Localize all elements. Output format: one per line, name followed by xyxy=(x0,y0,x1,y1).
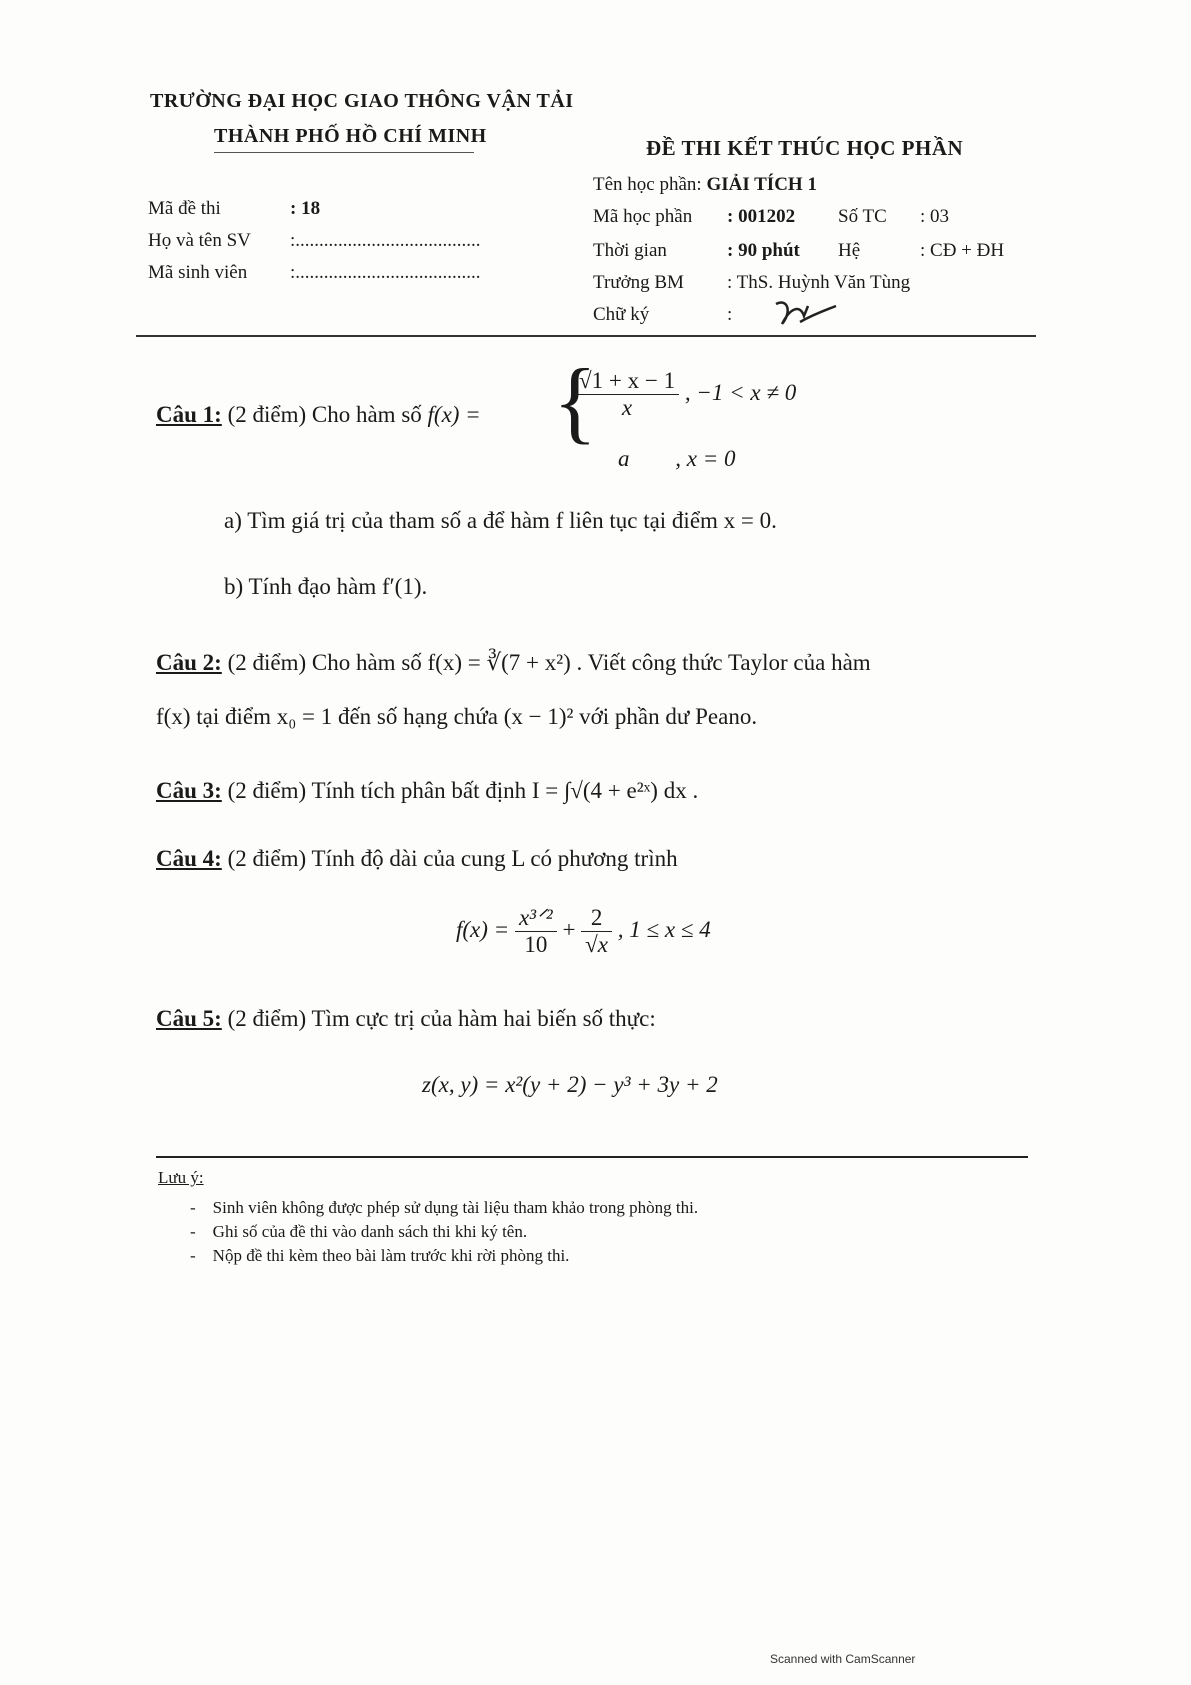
q2-text1: Cho hàm số f(x) = ∛(7 + x²) . Viết công thức Taylor của hàm xyxy=(311,650,871,675)
q1-fx: f(x) = xyxy=(427,402,481,427)
q2-label: Câu 2: xyxy=(156,650,222,675)
head-value: : ThS. Huỳnh Văn Tùng xyxy=(727,272,911,293)
header-divider xyxy=(136,335,1036,337)
time-label: Thời gian xyxy=(593,240,667,261)
q2-points: (2 điểm) xyxy=(227,650,307,675)
system-label: Hệ xyxy=(838,240,861,261)
course-code-value: : 001202 xyxy=(727,206,796,227)
q1-denominator: x xyxy=(621,395,633,420)
notes-title: Lưu ý: xyxy=(158,1168,204,1187)
q5-text: Tìm cực trị của hàm hai biến số thực: xyxy=(311,1006,656,1031)
notes-divider xyxy=(156,1156,1028,1158)
question-3 xyxy=(156,778,698,804)
head-label: Trưởng BM xyxy=(593,272,684,293)
course-name-value: GIẢI TÍCH 1 xyxy=(706,174,817,195)
note-item: - Nộp đề thi kèm theo bài làm trước khi rời phòng thi. xyxy=(190,1246,570,1265)
q1-case2-value: a xyxy=(618,446,630,471)
signature-scribble xyxy=(770,294,840,334)
q4-text: Tính độ dài của cung L có phương trình xyxy=(311,846,678,871)
signature-value: : xyxy=(727,304,733,325)
school-underline xyxy=(214,152,474,153)
q4-fx: f(x) = xyxy=(456,916,510,942)
q5-line xyxy=(156,1006,656,1032)
system-value: : CĐ + ĐH xyxy=(920,240,1005,261)
exam-title: ĐỀ THI KẾT THÚC HỌC PHẦN xyxy=(646,136,964,160)
course-name-label: Tên học phần: xyxy=(593,174,707,195)
student-id-field: :....................................... xyxy=(290,262,481,283)
q4-points: (2 điểm) xyxy=(227,846,307,871)
exam-code-label: Mã đề thi xyxy=(148,198,221,219)
q1-brace: { xyxy=(553,350,598,452)
note-item: - Sinh viên không được phép sử dụng tài liệu tham khảo trong phòng thi. xyxy=(190,1198,699,1217)
exam-code-value: : 18 xyxy=(290,198,321,219)
q1-part-b: b) Tính đạo hàm f′(1). xyxy=(224,574,428,599)
note-item: - Ghi số của đề thi vào danh sách thi khi ký tên. xyxy=(190,1222,528,1241)
student-id-label: Mã sinh viên xyxy=(148,262,248,283)
q4-plus: + xyxy=(562,916,576,942)
q5-points: (2 điểm) xyxy=(227,1006,307,1031)
q1-part-a: a) Tìm giá trị của tham số a để hàm f liên tục tại điểm x = 0. xyxy=(224,508,777,533)
q4-num2: 2 xyxy=(581,905,612,932)
q4-den1: 10 xyxy=(524,932,548,957)
q5-formula: z(x, y) = x²(y + 2) − y³ + 3y + 2 xyxy=(422,1072,718,1097)
q3-points: (2 điểm) xyxy=(227,778,307,803)
student-name-label: Họ và tên SV xyxy=(148,230,251,251)
q1-condition2: , x = 0 xyxy=(675,446,736,471)
q3-text: Tính tích phân bất định I = ∫√(4 + e²ˣ) dx . xyxy=(311,778,699,803)
q1-label: Câu 1: xyxy=(156,402,222,427)
q5-label: Câu 5: xyxy=(156,1006,222,1031)
credits-label: Số TC xyxy=(838,206,887,227)
q4-num1: x³ᐟ² xyxy=(515,905,557,932)
course-code-label: Mã học phần xyxy=(593,206,693,227)
q3-label: Câu 3: xyxy=(156,778,222,803)
school-name-line2: THÀNH PHỐ HỒ CHÍ MINH xyxy=(214,125,487,147)
q1-numerator: √1 + x − 1 xyxy=(575,368,679,395)
q1-condition1: , −1 < x ≠ 0 xyxy=(684,379,797,405)
scanner-watermark: Scanned with CamScanner xyxy=(770,1652,916,1666)
q1-case2 xyxy=(618,446,735,472)
time-value: : 90 phút xyxy=(727,240,800,261)
q1-line xyxy=(156,402,481,428)
q4-condition: , 1 ≤ x ≤ 4 xyxy=(617,916,711,942)
signature-label: Chữ ký xyxy=(593,304,650,325)
q1-points: (2 điểm) xyxy=(227,402,307,427)
student-name-field: :....................................... xyxy=(290,230,481,251)
school-name-line1: TRƯỜNG ĐẠI HỌC GIAO THÔNG VẬN TẢI xyxy=(150,90,574,112)
q2-line2: f(x) tại điểm x₀ = 1 đến số hạng chứa (x − 1)² với phần dư Peano. xyxy=(156,704,758,729)
q4-den2: √x xyxy=(585,932,609,957)
course-name xyxy=(593,174,817,196)
q4-line xyxy=(156,846,678,872)
credits-value: : 03 xyxy=(920,206,950,227)
q4-label: Câu 4: xyxy=(156,846,222,871)
q1-intro: Cho hàm số xyxy=(311,402,422,427)
q1-case1 xyxy=(575,368,796,421)
q2-line1 xyxy=(156,650,871,676)
q4-formula xyxy=(456,905,711,958)
